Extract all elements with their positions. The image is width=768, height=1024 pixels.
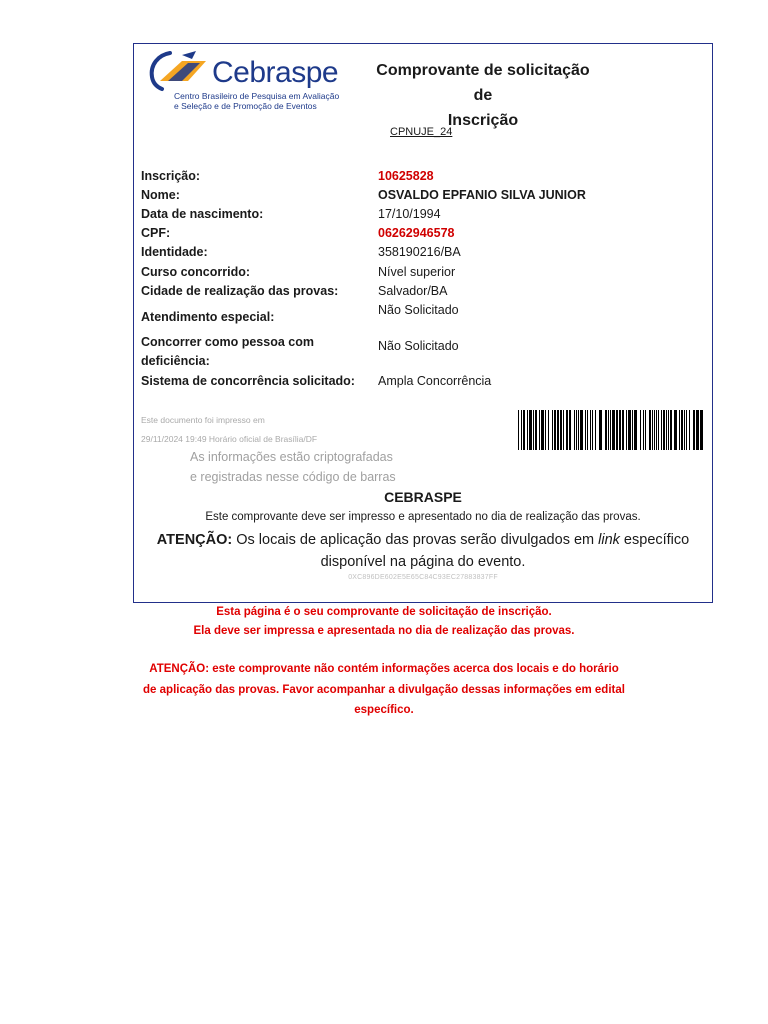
barcode-bar xyxy=(529,410,532,450)
logo-name: Cebraspe xyxy=(212,56,339,89)
barcode-bar xyxy=(521,410,522,450)
title-line: Comprovante de solicitação de xyxy=(376,62,590,104)
barcode-bar xyxy=(640,410,641,450)
barcode-bar xyxy=(605,410,607,450)
barcode-bar xyxy=(649,410,651,450)
barcode-bar xyxy=(668,410,669,450)
barcode-bar xyxy=(696,410,699,450)
print-info-timestamp: 29/11/2024 19:49 Horário oficial de Brasília/DF xyxy=(141,434,318,444)
attention-text: específico xyxy=(619,532,690,548)
field-value-identidade: 358190216/BA xyxy=(378,245,461,259)
field-value-sistema: Ampla Concorrência xyxy=(378,374,492,388)
barcode-bar xyxy=(666,410,667,450)
barcode-bar xyxy=(578,410,579,450)
document-hash: 0XC896DE602E5E65C84C93EC27883837FF xyxy=(348,574,498,581)
field-label-nome: Nome: xyxy=(141,188,180,202)
barcode-bar xyxy=(681,410,683,450)
barcode-bar xyxy=(560,410,562,450)
logo-subtitle xyxy=(174,91,339,111)
barcode-bar xyxy=(554,410,556,450)
field-value-inscricao: 10625828 xyxy=(378,169,434,183)
cebraspe-logo xyxy=(148,47,353,115)
barcode-bar xyxy=(661,410,662,450)
barcode-bar xyxy=(548,410,549,450)
crypto-note-line: e registradas nesse código de barras xyxy=(190,470,396,484)
barcode-bar xyxy=(686,410,687,450)
field-value-atendimento: Não Solicitado xyxy=(378,303,459,317)
barcode-bar xyxy=(656,410,657,450)
field-label-curso: Curso concorrido: xyxy=(141,265,251,279)
field-value-nome: OSVALDO EPFANIO SILVA JUNIOR xyxy=(378,188,586,202)
barcode-bar xyxy=(612,410,615,450)
barcode-bar xyxy=(628,410,631,450)
barcode-bar xyxy=(590,410,591,450)
barcode-bar xyxy=(632,410,633,450)
barcode-bar xyxy=(689,410,690,450)
barcode-bar xyxy=(619,410,621,450)
field-label-cidade: Cidade de realização das provas: xyxy=(141,284,339,298)
barcode-bar xyxy=(563,410,564,450)
footer-line: ATENÇÃO: este comprovante não contém informações acerca dos locais e do horário xyxy=(149,663,619,675)
barcode-bar xyxy=(608,410,609,450)
field-label-cpf: CPF: xyxy=(141,226,171,240)
field-label-deficiencia xyxy=(141,333,314,371)
label-line: Concorrer como pessoa com xyxy=(141,335,314,349)
field-value-curso: Nível superior xyxy=(378,265,456,279)
cebraspe-logo-icon xyxy=(148,47,218,93)
barcode-bar xyxy=(523,410,525,450)
print-notice: Este comprovante deve ser impresso e apresentado no dia de realização das provas. xyxy=(205,511,641,523)
field-value-cpf: 06262946578 xyxy=(378,226,455,240)
barcode-bar xyxy=(595,410,596,450)
barcode-bar xyxy=(610,410,611,450)
exam-code: CPNUJE_24 xyxy=(390,126,453,138)
barcode-bar xyxy=(518,410,519,450)
barcode-bar xyxy=(580,410,583,450)
barcode-bar xyxy=(599,410,602,450)
barcode xyxy=(518,410,704,450)
barcode-bar xyxy=(616,410,618,450)
document-title xyxy=(368,58,598,133)
attention-link-word: link xyxy=(598,532,620,548)
attention-label: ATENÇÃO: xyxy=(156,532,233,548)
barcode-bar xyxy=(679,410,680,450)
barcode-bar xyxy=(535,410,537,450)
attention-line: disponível na página do evento. xyxy=(320,554,526,570)
barcode-bar xyxy=(654,410,655,450)
attention-message xyxy=(140,529,706,573)
footer-line: específico. xyxy=(354,704,414,716)
title-line: Inscrição xyxy=(447,112,519,129)
barcode-bar xyxy=(652,410,653,450)
field-value-cidade: Salvador/BA xyxy=(378,284,448,298)
barcode-bar xyxy=(592,410,593,450)
barcode-bar xyxy=(634,410,637,450)
barcode-bar xyxy=(566,410,568,450)
barcode-bar xyxy=(527,410,528,450)
field-label-nascimento: Data de nascimento: xyxy=(141,207,264,221)
barcode-bar xyxy=(700,410,703,450)
barcode-bar xyxy=(533,410,534,450)
barcode-bar xyxy=(557,410,559,450)
barcode-bar xyxy=(541,410,544,450)
barcode-bar xyxy=(622,410,624,450)
organization-name: CEBRASPE xyxy=(384,489,462,505)
barcode-bar xyxy=(545,410,546,450)
barcode-bar xyxy=(674,410,677,450)
label-line: deficiência: xyxy=(141,354,210,368)
footer-line: Ela deve ser impressa e apresentada no dia de realização das provas. xyxy=(193,625,575,637)
field-label-identidade: Identidade: xyxy=(141,245,208,259)
attention-line xyxy=(140,529,706,551)
barcode-bar xyxy=(569,410,571,450)
barcode-bar xyxy=(587,410,588,450)
barcode-bar xyxy=(626,410,627,450)
attention-text: Os locais de aplicação das provas serão divulgados em xyxy=(232,532,599,548)
barcode-bar xyxy=(585,410,586,450)
field-value-nascimento: 17/10/1994 xyxy=(378,207,441,221)
barcode-bar xyxy=(576,410,577,450)
barcode-bar xyxy=(645,410,646,450)
barcode-bar xyxy=(663,410,665,450)
barcode-bar xyxy=(693,410,695,450)
barcode-bar xyxy=(552,410,553,450)
logo-subtitle-line: e Seleção e de Promoção de Eventos xyxy=(174,101,317,111)
field-label-sistema: Sistema de concorrência solicitado: xyxy=(141,374,355,388)
barcode-bar xyxy=(684,410,685,450)
field-label-atendimento: Atendimento especial: xyxy=(141,310,275,324)
logo-subtitle-line: Centro Brasileiro de Pesquisa em Avaliação xyxy=(174,91,340,101)
field-value-deficiencia: Não Solicitado xyxy=(378,339,459,353)
barcode-bar xyxy=(574,410,575,450)
footer-line: de aplicação das provas. Favor acompanhar a divulgação dessas informações em edital xyxy=(143,684,625,696)
footer-line: Esta página é o seu comprovante de solicitação de inscrição. xyxy=(216,606,552,618)
print-info-line: Este documento foi impresso em xyxy=(141,415,265,425)
field-label-inscricao: Inscrição: xyxy=(141,169,201,183)
barcode-bar xyxy=(670,410,672,450)
barcode-bar xyxy=(658,410,659,450)
barcode-bar xyxy=(643,410,644,450)
barcode-bar xyxy=(539,410,540,450)
crypto-note-line: As informações estão criptografadas xyxy=(190,450,393,464)
